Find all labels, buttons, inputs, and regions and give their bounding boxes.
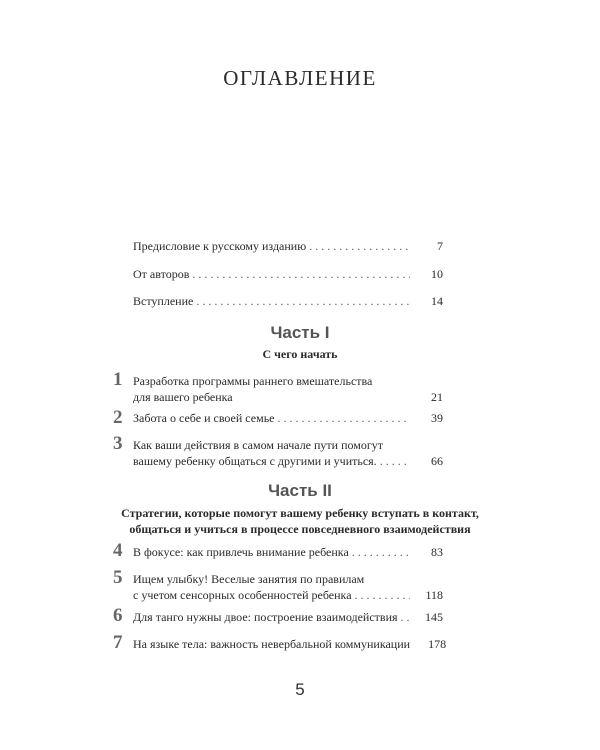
chapter-title-line: для вашего ребенка <box>133 390 233 404</box>
leader-dots <box>355 587 410 603</box>
chapter-number: 3 <box>113 433 123 454</box>
chapter-title-line: На языке тела: важность невербальной коммуникации <box>133 637 411 651</box>
toc-entry-page: 145 <box>425 610 443 624</box>
chapter-number: 5 <box>113 567 123 588</box>
toc-entry-title: Предисловие к русскому изданию <box>133 239 307 253</box>
toc-entry-page: 14 <box>431 294 443 308</box>
toc-entry-page: 7 <box>437 239 443 253</box>
toc-chapter-4[interactable] <box>133 544 443 560</box>
toc-entry-title: Вступление <box>133 294 194 308</box>
toc-entry-page: 83 <box>431 545 443 559</box>
chapter-title-line: Ищем улыбку! Веселые занятия по правилам <box>133 572 365 586</box>
chapter-number: 6 <box>113 605 123 626</box>
chapter-title-line: Забота о себе и своей семье <box>133 411 275 425</box>
leader-dots <box>196 293 410 309</box>
toc-chapter-6[interactable] <box>133 609 443 625</box>
toc-entry-page: 10 <box>431 267 443 281</box>
part-subtitle: Стратегии, которые помогут вашему ребенку вступать в контакт, общаться и учиться в процессе повседневного взаимодействия <box>121 506 479 536</box>
part-heading: Часть II <box>268 481 332 500</box>
leader-dots <box>192 266 410 282</box>
toc-entry-page: 66 <box>431 454 443 468</box>
leader-dots <box>309 238 410 254</box>
chapter-title-line: с учетом сенсорных особенностей ребенка <box>133 588 352 602</box>
page-title: ОГЛАВЛЕНИЕ <box>223 66 377 90</box>
toc-entry-intro[interactable] <box>133 293 443 309</box>
leader-dots <box>380 453 410 469</box>
toc-chapter-5[interactable] <box>133 571 443 603</box>
toc-entry-page: 21 <box>431 390 443 404</box>
toc-entry-preface[interactable] <box>133 238 443 254</box>
toc-chapter-3[interactable] <box>133 437 443 469</box>
toc-entry-authors[interactable] <box>133 266 443 282</box>
chapter-number: 7 <box>113 632 123 653</box>
chapter-title-line: Разработка программы раннего вмешательства <box>133 374 373 388</box>
page-number: 5 <box>295 680 305 699</box>
toc-entry-page: 178 <box>428 637 447 651</box>
chapter-number: 1 <box>113 369 123 390</box>
chapter-number: 4 <box>113 540 123 561</box>
chapter-number: 2 <box>113 407 123 428</box>
leader-dots <box>352 544 410 560</box>
chapter-title-line: Как ваши действия в самом начале пути помогут <box>133 438 384 452</box>
toc-chapter-2[interactable] <box>133 410 443 426</box>
toc-chapter-1[interactable] <box>133 373 443 405</box>
leader-dots <box>278 410 411 426</box>
chapter-title-line: В фокусе: как привлечь внимание ребенка <box>133 545 349 559</box>
toc-chapter-7[interactable] <box>133 636 447 652</box>
part-heading: Часть I <box>270 323 330 342</box>
chapter-title-line: вашему ребенку общаться с другими и учиться. <box>133 454 377 468</box>
toc-entry-title: От авторов <box>133 267 190 281</box>
part-subtitle: С чего начать <box>262 347 338 361</box>
leader-dots <box>401 609 410 625</box>
toc-entry-page: 39 <box>431 411 443 425</box>
toc-entry-page: 118 <box>425 588 443 602</box>
chapter-title-line: Для танго нужны двое: построение взаимодействия <box>133 610 398 624</box>
